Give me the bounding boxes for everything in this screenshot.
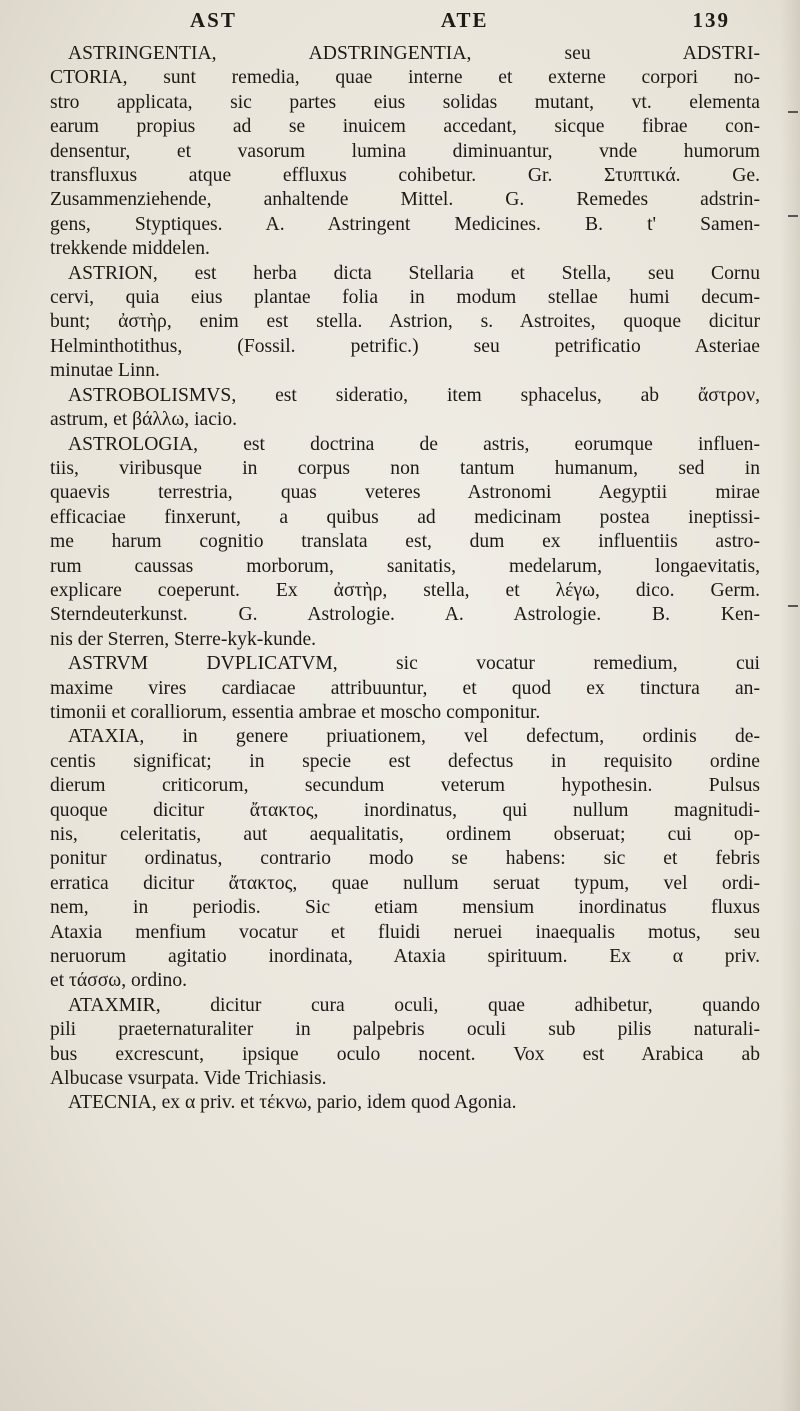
text-line: rum caussas morborum, sanitatis, medelarum, longaevitatis, [50,555,760,577]
text-line: gens, Styptiques. A. Astringent Medicines. B. t' Samen- [50,213,760,235]
text-line: efficaciae finxerunt, a quibus ad medicinam postea ineptissi- [50,506,760,528]
text-line: nis der Sterren, Sterre-kyk-kunde. [50,628,317,650]
text-line: tiis, viribusque in corpus non tantum humanum, sed in [50,457,760,479]
text-line: quoque dicitur ἄτακτος, inordinatus, qui nullum magnitudi- [50,799,760,821]
header-center-guide-word: ATE [440,8,489,32]
page-edge-shadow [780,0,800,1411]
text-line: ATAXIA, in genere priuationem, vel defectum, ordinis de- [68,726,760,748]
text-line: cervi, quia eius plantae folia in modum stellae humi decum- [50,287,760,309]
text-line: Helminthotithus, (Fossil. petrific.) seu petrificatio Asteriae [50,335,760,357]
text-line: trekkende middelen. [50,238,210,260]
text-line: ponitur ordinatus, contrario modo se habens: sic et febris [50,848,760,870]
text-line: Albucase vsurpata. Vide Trichiasis. [50,1068,327,1090]
text-line: dierum criticorum, secundum veterum hypothesin. Pulsus [50,775,760,797]
text-line: me harum cognitio translata est, dum ex influentiis astro- [50,531,760,553]
text-line: ATECNIA, ex α priv. et τέκνω, pario, idem quod Agonia. [68,1092,517,1114]
text-line: pili praeternaturaliter in palpebris oculi sub pilis naturali- [50,1019,760,1041]
text-line: astrum, et βάλλω, iacio. [50,409,238,431]
text-line: maxime vires cardiacae attribuuntur, et quod ex tinctura an- [50,677,760,699]
text-line: explicare coeperunt. Ex ἀστὴρ, stella, et λέγω, dico. Germ. [50,579,760,601]
text-line: densentur, et vasorum lumina diminuantur, vnde humorum [50,140,760,162]
text-line: CTORIA, sunt remedia, quae interne et externe corpori no- [50,67,760,89]
text-line: quaevis terrestria, quas veteres Astronomi Aegyptii mirae [50,482,760,504]
text-line: minutae Linn. [50,360,160,382]
text-line: Zusammenziehende, anhaltende Mittel. G. Remedes adstrin- [50,189,760,211]
text-line: erratica dicitur ἄτακτος, quae nullum seruat typum, vel ordi- [50,872,760,894]
running-header [40,8,770,42]
text-line: nis, celeritatis, aut aequalitatis, ordinem obseruat; cui op- [50,824,760,845]
text-line: ASTRINGENTIA, ADSTRINGENTIA, seu ADSTRI- [68,43,760,64]
text-line: bus excrescunt, ipsique oculo nocent. Vox est Arabica ab [50,1043,760,1065]
text-line: ASTROBOLISMVS, est sideratio, item sphacelus, ab ἄστρον, [68,384,760,406]
text-line: transfluxus atque effluxus cohibetur. Gr. Στυπτικά. Ge. [50,165,760,187]
text-line: centis significat; in specie est defectus in requisito ordine [50,750,760,772]
text-line: ASTROLOGIA, est doctrina de astris, eorumque influen- [68,433,760,455]
text-line: stro applicata, sic partes eius solidas mutant, vt. elementa [50,91,760,113]
text-line: Ataxia menfium vocatur et fluidi neruei inaequalis motus, seu [50,921,760,943]
text-line: bunt; ἀστὴρ, enim est stella. Astrion, s. Astroites, quoque dicitur [50,311,760,333]
text-line: ATAXMIR, dicitur cura oculi, quae adhibetur, quando [68,994,760,1016]
text-line: neruorum agitatio inordinata, Ataxia spirituum. Ex α priv. [50,946,760,968]
text-line: Sterndeuterkunst. G. Astrologie. A. Astrologie. B. Ken- [50,604,760,626]
dictionary-text [50,42,760,1116]
text-line: ASTRION, est herba dicta Stellaria et Stella, seu Cornu [68,262,760,284]
page-number: 139 [692,8,730,32]
text-line: timonii et coralliorum, essentia ambrae et moscho componitur. [50,701,541,723]
text-line: earum propius ad se inuicem accedant, sicque fibrae con- [50,116,760,138]
text-line: ASTRVM DVPLICATVM, sic vocatur remedium, cui [68,653,760,675]
header-left-guide-word: AST [190,8,237,32]
text-line: nem, in periodis. Sic etiam mensium inordinatus fluxus [50,897,760,919]
text-line: et τάσσω, ordino. [50,970,188,992]
